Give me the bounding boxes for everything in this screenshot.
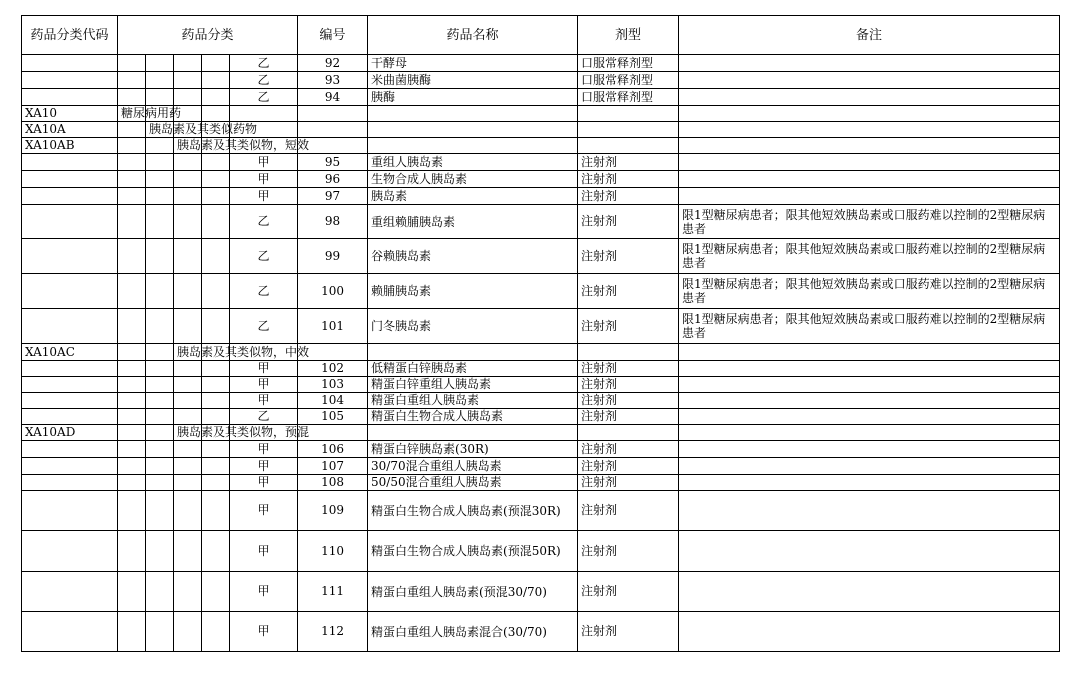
cell-note [679,393,1060,409]
cell-level2 [146,361,174,377]
cell-drug-name: 低精蛋白锌胰岛素 [368,361,578,377]
cell-level3 [174,154,202,171]
table-row [22,188,1060,205]
header-number: 编号 [298,16,368,55]
cell-level2 [146,393,174,409]
cell-class: 甲 [230,377,298,393]
cell-level2 [146,458,174,475]
cell-level3 [174,458,202,475]
cell-drug-name: 谷赖胰岛素 [368,239,578,274]
cell-level3 [174,572,202,612]
cell-class: 乙 [230,72,298,89]
cell-note: 限1型糖尿病患者；限其他短效胰岛素或口服药难以控制的2型糖尿病患者 [679,239,1060,274]
cell-note [679,425,1060,441]
cell-level4 [202,274,230,309]
cell-drug-name [368,106,578,122]
cell-drug-name: 精蛋白重组人胰岛素混合(30/70) [368,612,578,652]
cell-note [679,491,1060,531]
drug-catalog-table [21,15,1060,652]
cell-level1 [118,377,146,393]
cell-level1 [118,239,146,274]
cell-drug-name: 重组人胰岛素 [368,154,578,171]
table-row [22,274,1060,309]
cell-level3 [174,171,202,188]
table-row [22,425,1060,441]
cell-code [22,393,118,409]
cell-code: XA10AC [22,344,118,361]
cell-form [578,138,679,154]
cell-level3 [174,188,202,205]
cell-form [578,344,679,361]
cell-level3: 胰岛素及其类似物，中效 [174,344,202,361]
cell-level4 [202,171,230,188]
cell-form: 注射剂 [578,171,679,188]
cell-class: 乙 [230,409,298,425]
cell-code [22,475,118,491]
cell-code: XA10AB [22,138,118,154]
cell-level4 [202,531,230,572]
cell-number: 97 [298,188,368,205]
table-row [22,171,1060,188]
cell-form: 口服常释剂型 [578,89,679,106]
cell-drug-name [368,122,578,138]
cell-form: 注射剂 [578,612,679,652]
cell-drug-name: 精蛋白锌重组人胰岛素 [368,377,578,393]
cell-code [22,491,118,531]
cell-drug-name: 精蛋白生物合成人胰岛素(预混50R) [368,531,578,572]
table-row [22,239,1060,274]
cell-level4 [202,409,230,425]
cell-level1 [118,531,146,572]
cell-note [679,106,1060,122]
cell-drug-name [368,344,578,361]
cell-class: 甲 [230,361,298,377]
cell-code [22,239,118,274]
cell-level1 [118,89,146,106]
cell-level4 [202,205,230,239]
cell-level3 [174,89,202,106]
cell-number: 100 [298,274,368,309]
cell-code [22,72,118,89]
cell-drug-name: 生物合成人胰岛素 [368,171,578,188]
cell-level4 [202,72,230,89]
cell-level2 [146,572,174,612]
cell-class: 甲 [230,188,298,205]
cell-level4 [202,188,230,205]
cell-level1 [118,55,146,72]
cell-number: 109 [298,491,368,531]
cell-level1: 糖尿病用药 [118,106,146,122]
cell-level2 [146,409,174,425]
cell-drug-name: 重组赖脯胰岛素 [368,205,578,239]
cell-form: 注射剂 [578,409,679,425]
cell-level2: 胰岛素及其类似药物 [146,122,174,138]
cell-form: 注射剂 [578,441,679,458]
cell-level2 [146,154,174,171]
cell-level2 [146,475,174,491]
cell-level1 [118,572,146,612]
cell-level3 [174,409,202,425]
cell-note [679,409,1060,425]
cell-level4 [202,393,230,409]
cell-drug-name: 胰岛素 [368,188,578,205]
cell-level3 [174,361,202,377]
cell-code [22,361,118,377]
cell-class: 乙 [230,89,298,106]
table-row [22,612,1060,652]
header-form: 剂型 [578,16,679,55]
cell-level4 [202,377,230,393]
cell-form: 注射剂 [578,572,679,612]
cell-note [679,188,1060,205]
cell-class: 甲 [230,531,298,572]
cell-level4 [202,361,230,377]
header-note: 备注 [679,16,1060,55]
cell-level1 [118,188,146,205]
cell-level1 [118,122,146,138]
cell-number: 103 [298,377,368,393]
table-row [22,491,1060,531]
cell-level1 [118,205,146,239]
cell-form: 注射剂 [578,188,679,205]
cell-level1 [118,475,146,491]
cell-class: 乙 [230,55,298,72]
cell-note: 限1型糖尿病患者；限其他短效胰岛素或口服药难以控制的2型糖尿病患者 [679,309,1060,344]
cell-form: 注射剂 [578,475,679,491]
cell-level1 [118,344,146,361]
cell-level2 [146,188,174,205]
cell-level1 [118,491,146,531]
cell-level3 [174,475,202,491]
cell-drug-name: 干酵母 [368,55,578,72]
cell-note: 限1型糖尿病患者；限其他短效胰岛素或口服药难以控制的2型糖尿病患者 [679,205,1060,239]
cell-level2 [146,89,174,106]
cell-level2 [146,531,174,572]
cell-number: 102 [298,361,368,377]
table-row [22,344,1060,361]
header-name: 药品名称 [368,16,578,55]
cell-note [679,154,1060,171]
cell-level4 [202,55,230,72]
cell-level4 [202,309,230,344]
cell-code [22,171,118,188]
cell-level1 [118,393,146,409]
cell-class: 甲 [230,171,298,188]
cell-level4 [202,154,230,171]
cell-code [22,409,118,425]
cell-form: 注射剂 [578,239,679,274]
cell-level1 [118,458,146,475]
cell-class: 甲 [230,458,298,475]
cell-level3 [174,531,202,572]
cell-level4 [202,475,230,491]
table-row [22,205,1060,239]
cell-number: 108 [298,475,368,491]
cell-note [679,377,1060,393]
cell-note [679,361,1060,377]
table-row [22,89,1060,106]
cell-note [679,572,1060,612]
cell-level4 [202,89,230,106]
cell-level1 [118,138,146,154]
cell-form [578,425,679,441]
cell-number [298,122,368,138]
cell-code [22,458,118,475]
cell-form: 注射剂 [578,309,679,344]
cell-number: 104 [298,393,368,409]
cell-drug-name: 胰酶 [368,89,578,106]
cell-drug-name: 50/50混合重组人胰岛素 [368,475,578,491]
cell-level3: 胰岛素及其类似物，短效 [174,138,202,154]
cell-class: 甲 [230,491,298,531]
table-row [22,475,1060,491]
cell-number: 98 [298,205,368,239]
cell-level2 [146,491,174,531]
cell-number: 94 [298,89,368,106]
cell-class: 乙 [230,274,298,309]
cell-level1 [118,274,146,309]
cell-level1 [118,309,146,344]
cell-level2 [146,55,174,72]
cell-form: 注射剂 [578,274,679,309]
cell-level3 [174,72,202,89]
cell-form [578,106,679,122]
cell-form: 注射剂 [578,531,679,572]
cell-level1 [118,72,146,89]
table-row [22,106,1060,122]
cell-class [230,106,298,122]
cell-level1 [118,171,146,188]
cell-class: 乙 [230,205,298,239]
cell-number: 105 [298,409,368,425]
cell-note [679,344,1060,361]
cell-level4 [202,491,230,531]
cell-level2 [146,138,174,154]
table-row [22,122,1060,138]
cell-code [22,154,118,171]
cell-code: XA10AD [22,425,118,441]
cell-number: 106 [298,441,368,458]
cell-class: 甲 [230,475,298,491]
cell-level2 [146,239,174,274]
cell-code [22,89,118,106]
cell-class: 乙 [230,309,298,344]
cell-form: 注射剂 [578,393,679,409]
cell-note: 限1型糖尿病患者；限其他短效胰岛素或口服药难以控制的2型糖尿病患者 [679,274,1060,309]
cell-level3 [174,491,202,531]
cell-drug-name: 米曲菌胰酶 [368,72,578,89]
cell-drug-name: 精蛋白锌胰岛素(30R) [368,441,578,458]
cell-note [679,55,1060,72]
cell-level3 [174,55,202,72]
cell-level3 [174,377,202,393]
header-row [22,16,1060,55]
cell-note [679,458,1060,475]
cell-level2 [146,377,174,393]
cell-level2 [146,309,174,344]
cell-note [679,612,1060,652]
table-row [22,55,1060,72]
table-row [22,138,1060,154]
cell-number: 95 [298,154,368,171]
cell-drug-name: 门冬胰岛素 [368,309,578,344]
cell-level2 [146,612,174,652]
cell-code [22,274,118,309]
cell-level1 [118,441,146,458]
cell-code [22,377,118,393]
table-row [22,409,1060,425]
cell-drug-name: 赖脯胰岛素 [368,274,578,309]
table-row [22,458,1060,475]
cell-code [22,205,118,239]
cell-code [22,612,118,652]
cell-note [679,475,1060,491]
cell-number: 96 [298,171,368,188]
cell-code: XA10 [22,106,118,122]
cell-class: 甲 [230,441,298,458]
cell-level3 [174,274,202,309]
cell-level4 [202,239,230,274]
cell-level3: 胰岛素及其类似物，预混 [174,425,202,441]
table-row [22,72,1060,89]
cell-drug-name: 精蛋白生物合成人胰岛素(预混30R) [368,491,578,531]
cell-note [679,531,1060,572]
cell-level2 [146,425,174,441]
cell-form: 口服常释剂型 [578,55,679,72]
cell-code [22,441,118,458]
cell-form: 注射剂 [578,377,679,393]
cell-level2 [146,72,174,89]
cell-level3 [174,612,202,652]
cell-drug-name: 精蛋白重组人胰岛素(预混30/70) [368,572,578,612]
cell-number: 93 [298,72,368,89]
cell-level1 [118,361,146,377]
cell-drug-name: 精蛋白生物合成人胰岛素 [368,409,578,425]
cell-level1 [118,409,146,425]
table-row [22,531,1060,572]
header-category: 药品分类 [118,16,298,55]
cell-form: 注射剂 [578,458,679,475]
header-code: 药品分类代码 [22,16,118,55]
cell-level4 [202,612,230,652]
cell-number [298,106,368,122]
cell-drug-name [368,138,578,154]
cell-number: 92 [298,55,368,72]
table-row [22,393,1060,409]
table-row [22,361,1060,377]
cell-class: 甲 [230,154,298,171]
cell-note [679,171,1060,188]
cell-level1 [118,154,146,171]
cell-level2 [146,274,174,309]
cell-level3 [174,393,202,409]
cell-class: 甲 [230,612,298,652]
cell-level3 [174,309,202,344]
cell-form: 注射剂 [578,361,679,377]
table-row [22,377,1060,393]
cell-code: XA10A [22,122,118,138]
cell-number: 99 [298,239,368,274]
cell-form: 注射剂 [578,154,679,171]
cell-code [22,531,118,572]
cell-number: 112 [298,612,368,652]
cell-class: 甲 [230,572,298,612]
cell-level4 [202,441,230,458]
cell-level3 [174,239,202,274]
cell-drug-name: 精蛋白重组人胰岛素 [368,393,578,409]
cell-drug-name [368,425,578,441]
cell-level3 [174,205,202,239]
cell-number: 101 [298,309,368,344]
cell-note [679,441,1060,458]
cell-level4 [202,458,230,475]
table-row [22,572,1060,612]
cell-number: 107 [298,458,368,475]
cell-note [679,72,1060,89]
cell-form: 口服常释剂型 [578,72,679,89]
cell-form: 注射剂 [578,491,679,531]
cell-level2 [146,441,174,458]
cell-note [679,138,1060,154]
cell-form [578,122,679,138]
cell-class: 甲 [230,393,298,409]
cell-class: 乙 [230,239,298,274]
cell-code [22,572,118,612]
cell-level1 [118,425,146,441]
cell-level2 [146,205,174,239]
cell-code [22,309,118,344]
cell-form: 注射剂 [578,205,679,239]
cell-drug-name: 30/70混合重组人胰岛素 [368,458,578,475]
cell-note [679,89,1060,106]
table-row [22,441,1060,458]
table-row [22,309,1060,344]
cell-code [22,188,118,205]
cell-level3 [174,441,202,458]
cell-level1 [118,612,146,652]
cell-code [22,55,118,72]
cell-note [679,122,1060,138]
cell-level2 [146,171,174,188]
cell-level4 [202,572,230,612]
cell-number: 111 [298,572,368,612]
cell-level2 [146,344,174,361]
cell-level4 [202,106,230,122]
table-row [22,154,1060,171]
cell-number: 110 [298,531,368,572]
